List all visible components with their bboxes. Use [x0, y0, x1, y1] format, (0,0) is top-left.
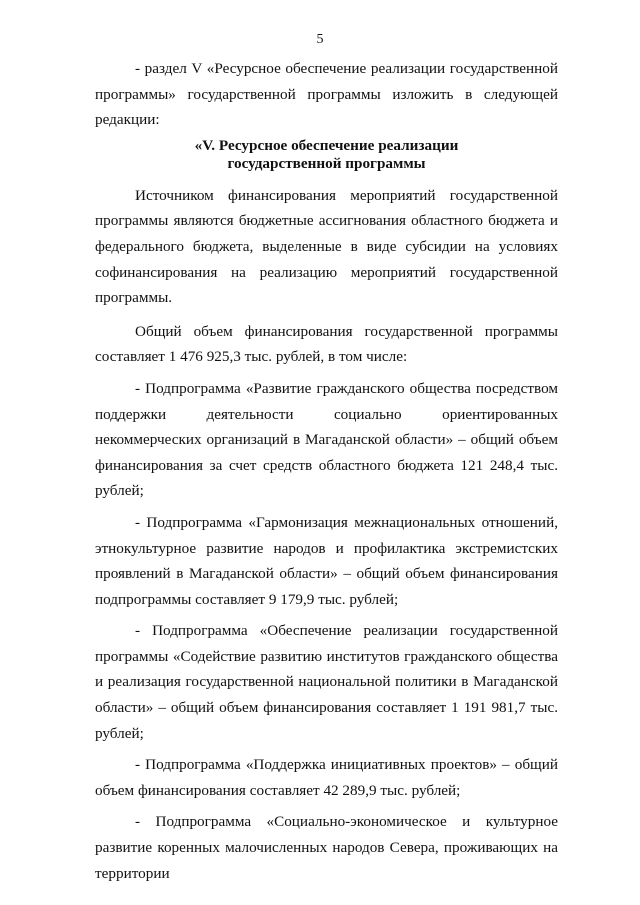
subprogram-item: - Подпрограмма «Поддержка инициативных проектов» – общий объем финансирования составляет 42 289,9 тыс. рублей; [95, 756, 558, 799]
section-heading [95, 137, 558, 173]
subprogram-item: - Подпрограмма «Обеспечение реализации государственной программы «Содействие развитию институтов гражданского общества и реализация государственной национальной политики в Магаданской области» – общий объем финансирования составляет 1 191 981,7 тыс. рублей; [95, 622, 558, 742]
subprogram-item: - Подпрограмма «Гармонизация межнациональных отношений, этнокультурное развитие народов и профилактика экстремистских проявлений в Магаданской области» – общий объем финансирования подпрограммы составляет 9 179,9 тыс. рублей; [95, 513, 558, 608]
section-heading-line-1: «V. Ресурсное обеспечение реализации [194, 136, 459, 154]
funding-source-paragraph: Источником финансирования мероприятий государственной программы являются бюджетные ассигнования областного бюджета и федерального бюджета, выделенные в виде субсидии на условиях софинансирования на реализацию мероприятий государственной программы. [95, 186, 558, 307]
total-funding-paragraph: Общий объем финансирования государственной программы составляет 1 476 925,3 тыс. рублей, в том числе: [95, 322, 558, 366]
page-number: 5 [316, 32, 324, 47]
section-heading-line-2: государственной программы [227, 154, 426, 172]
subprogram-item: - Подпрограмма «Развитие гражданского общества посредством поддержки деятельности социально ориентированных некоммерческих организаций в Магаданской области» – общий объем финансирования за счет средств областного бюджета 121 248,4 тыс. рублей; [95, 379, 558, 500]
subprogram-item: - Подпрограмма «Социально-экономическое и культурное развитие коренных малочисленных народов Севера, проживающих на территории [95, 813, 558, 882]
intro-paragraph: - раздел V «Ресурсное обеспечение реализации государственной программы» государственной программы изложить в следующей редакции: [95, 60, 558, 129]
document-body [95, 56, 558, 886]
